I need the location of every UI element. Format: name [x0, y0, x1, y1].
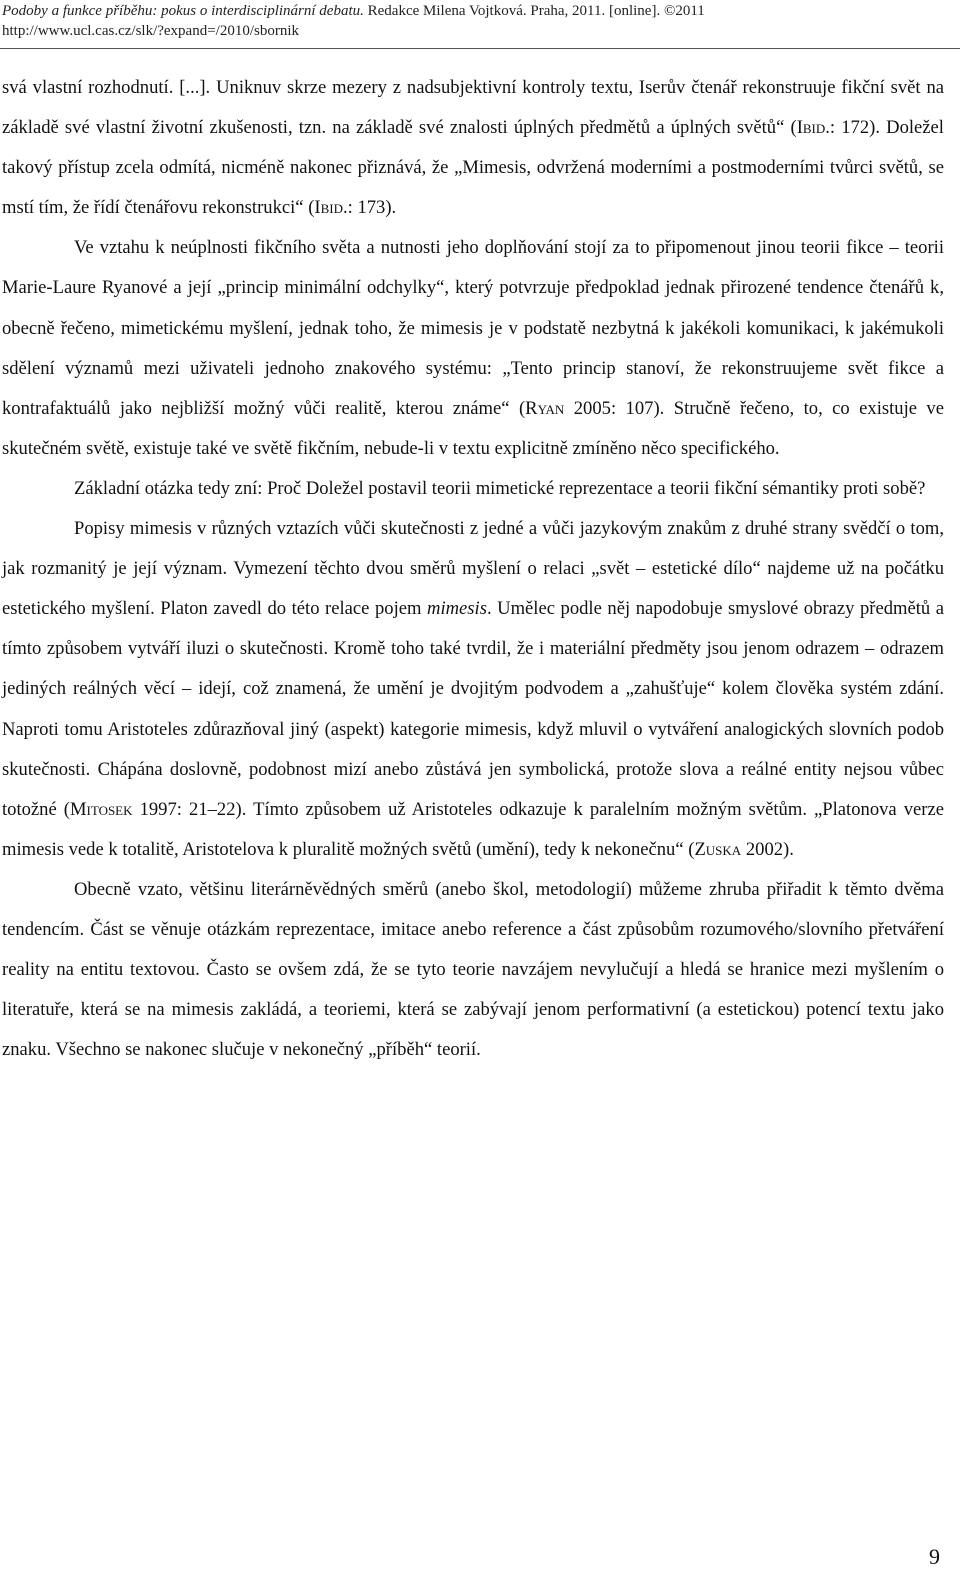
text-run: 1997: 21–22). Tímto způsobem už Aristoteles odkazuje k paralelním možným světům. „Platonova verze mimesis vede k totalitě, Aristotelova k pluralitě možných světů (umění), tedy k nekonečnu“ (	[2, 798, 944, 860]
running-header	[2, 1, 942, 41]
text-run: Obecně vzato, většinu literárněvědných směrů (anebo škol, metodologií) můžeme zhruba přiřadit k těmto dvěma tendencím. Část se věnuje otázkám reprezentace, imitace anebo reference a část způsobům rozumového/slovního přetváření reality na entitu textovou. Často se ovšem zdá, že se tyto teorie navzájem nevylučují a hledá se hranice mezi myšlením o literatuře, která se na mimesis zakládá, a teoriemi, která se zabývají jenom performativní (a estetickou) potencí textu jako znaku. Všechno se nakonec slučuje v nekonečný „příběh“ teorií.	[2, 878, 944, 1061]
paragraph-3	[2, 469, 944, 509]
header-divider	[0, 48, 960, 49]
header-citation-line	[2, 1, 942, 21]
text-run: .: 173).	[342, 197, 397, 219]
citation-author: Ibid	[314, 197, 343, 219]
text-run: 2002).	[741, 838, 794, 860]
text-run: svá vlastní rozhodnutí. [...]. Uniknuv skrze mezery z nadsubjektivní kontroly textu, Iserův čtenář rekonstruuje fikční svět na základě své vlastní životní zkušenosti, tzn. na základě své znalosti úplných předmětů a úplných světů“ (	[2, 77, 944, 139]
header-edition-info: Redakce Milena Vojtková. Praha, 2011. [online]. ©2011	[363, 3, 705, 19]
text-run: 2005: 107). Stručně řečeno, to, co existuje ve skutečném světě, existuje také ve světě fikčním, nebude-li v textu explicitně zmíněno něco specifického.	[2, 397, 944, 459]
paragraph-1	[2, 68, 944, 228]
emphasized-term: mimesis	[427, 598, 487, 620]
page-number: 9	[929, 1544, 940, 1569]
header-url: http://www.ucl.cas.cz/slk/?expand=/2010/sbornik	[2, 23, 300, 39]
text-run: . Umělec podle něj napodobuje smyslové obrazy předmětů a tímto způsobem vytváří iluzi o skutečnosti. Kromě toho také tvrdil, že i materiální předměty jsou jenom odrazem – odrazem jediných reálných věcí – idejí, což znamená, že umění je dvojitým podvodem a „zahušťuje“ kolem člověka systém zdání. Naproti tomu Aristoteles zdůrazňoval jiný (aspekt) kategorie mimesis, když mluvil o vytváření analogických slovních podob skutečnosti. Chápána doslovně, podobnost mizí anebo zůstává jen symbolická, protože slova a reálné entity nejsou vůbec totožné (	[2, 598, 944, 820]
paragraph-4	[2, 509, 944, 870]
text-run: .: 172). Doležel takový přístup zcela odmítá, nicméně nakonec přiznává, že „Mimesis, odvržená moderními a postmoderními tvůrci světů, se mstí tím, že řídí čtenářovu rekonstrukci“ (	[2, 117, 944, 219]
paragraph-5	[2, 870, 944, 1070]
text-run: Základní otázka tedy zní: Proč Doležel postavil teorii mimetické reprezentace a teorii fikční sémantiky proti sobě?	[74, 477, 926, 499]
article-body	[2, 68, 944, 1070]
text-run: Popisy mimesis v různých vztazích vůči skutečnosti z jedné a vůči jazykovým znakům z druhé strany svědčí o tom, jak rozmanitý je její význam. Vymezení těchto dvou směrů myšlení o relaci „svět – estetické dílo“ najdeme už na počátku estetického myšlení. Platon zavedl do této relace pojem	[2, 518, 944, 620]
citation-author: Ibid	[796, 117, 826, 139]
paragraph-2	[2, 228, 944, 469]
citation-author: Ryan	[525, 397, 565, 419]
citation-author: Mitosek	[70, 798, 133, 820]
citation-author: Zuska	[694, 838, 742, 860]
header-book-title: Podoby a funkce příběhu: pokus o interdisciplinární debatu.	[2, 3, 364, 19]
text-run: Ve vztahu k neúplnosti fikčního světa a nutnosti jeho doplňování stojí za to připomenout jinou teorii fikce – teorii Marie-Laure Ryanové a její „princip minimální odchylky“, který potvrzuje předpoklad jednak přirozené tendence čtenářů k, obecně řečeno, mimetickému myšlení, jednak toho, že mimesis je v podstatě nezbytná k jakékoli komunikaci, k jakémukoli sdělení významů mezi uživateli jednoho znakového systému: „Tento princip stanoví, že rekonstruujeme svět fikce a kontrafaktuálů jako nejbližší možný vůči realitě, kterou známe“ (	[2, 237, 944, 419]
